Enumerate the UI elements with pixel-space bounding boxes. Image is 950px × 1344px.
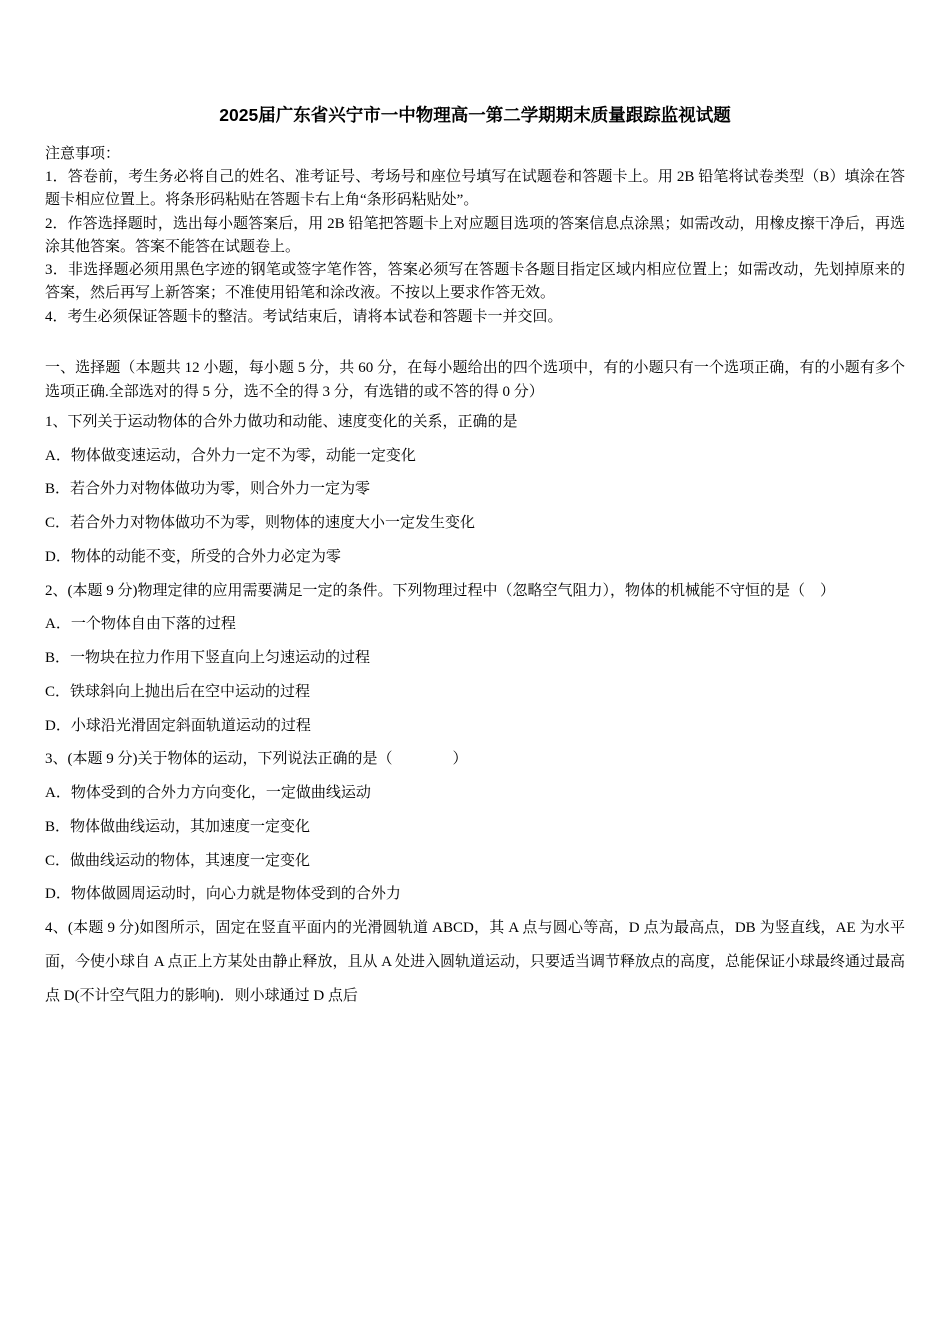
question-1	[45, 406, 905, 575]
question-2-option-c: C．铁球斜向上抛出后在空中运动的过程	[45, 683, 311, 700]
notice-header: 注意事项：	[45, 145, 121, 162]
question-2-stem: 2、(本题 9 分)物理定律的应用需要满足一定的条件。下列物理过程中（忽略空气阻力），物体的机械能不守恒的是（ ）	[45, 582, 835, 599]
notice-section	[45, 143, 905, 329]
question-1-option-c: C．若合外力对物体做功不为零，则物体的速度大小一定发生变化	[45, 515, 476, 531]
question-2	[45, 575, 905, 744]
question-3	[45, 743, 905, 912]
question-2-option-d: D．小球沿光滑固定斜面轨道运动的过程	[45, 717, 311, 734]
question-4	[45, 912, 905, 1013]
question-1-option-a: A．物体做变速运动，合外力一定不为零，动能一定变化	[45, 447, 416, 464]
question-3-option-c: C．做曲线运动的物体，其速度一定变化	[45, 852, 311, 869]
question-1-option-d: D．物体的动能不变，所受的合外力必定为零	[45, 548, 341, 565]
question-1-option-b: B．若合外力对物体做功为零，则合外力一定为零	[45, 481, 371, 498]
question-1-stem: 1、下列关于运动物体的合外力做功和动能、速度变化的关系，正确的是	[45, 413, 518, 430]
question-3-option-a: A．物体受到的合外力方向变化，一定做曲线运动	[45, 785, 371, 801]
notice-item-4: 4．考生必须保证答题卡的整洁。考试结束后，请将本试卷和答题卡一并交回。	[45, 308, 563, 325]
notice-item-3: 3．非选择题必须用黑色字迹的钢笔或签字笔作答，答案必须写在答题卡各题目指定区域内相应位置上；如需改动，先划掉原来的答案，然后再写上新答案；不准使用铅笔和涂改液。不按以上要求作答无效。	[45, 262, 905, 302]
question-list	[45, 406, 905, 1014]
question-3-option-b: B．物体做曲线运动，其加速度一定变化	[45, 818, 311, 835]
question-2-option-a: A．一个物体自由下落的过程	[45, 616, 236, 633]
question-3-option-d: D．物体做圆周运动时，向心力就是物体受到的合外力	[45, 886, 401, 903]
notice-item-2: 2．作答选择题时，选出每小题答案后，用 2B 铅笔把答题卡上对应题目选项的答案信息点涂黑；如需改动，用橡皮擦干净后，再选涂其他答案。答案不能答在试题卷上。	[45, 215, 905, 255]
notice-item-1: 1．答卷前，考生务必将自己的姓名、准考证号、考场号和座位号填写在试题卷和答题卡上。用 2B 铅笔将试卷类型（B）填涂在答题卡相应位置上。将条形码粘贴在答题卡右上角“条形码粘贴处”。	[45, 169, 905, 209]
question-3-stem: 3、(本题 9 分)关于物体的运动，下列说法正确的是（ ）	[45, 751, 468, 768]
question-4-stem: 4、(本题 9 分)如图所示，固定在竖直平面内的光滑圆轨道 ABCD，其 A 点与圆心等高，D 点为最高点，DB 为竖直线，AE 为水平面，今使小球自 A 点正上方某处由静止释放，且从 A 处进入圆轨道运动，只要适当调节释放点的高度，总能保证小球最终通过最高点 D(不计空气阻力的影响)．则小球通过 D 点后	[45, 920, 906, 1004]
page-title: 2025届广东省兴宁市一中物理高一第二学期期末质量跟踪监视试题	[219, 105, 731, 125]
section-header: 一、选择题（本题共 12 小题，每小题 5 分，共 60 分，在每小题给出的四个选项中，有的小题只有一个选项正确，有的小题有多个选项正确.全部选对的得 5 分，选不全的得 3 分，有选错的或不答的得 0 分）	[45, 359, 905, 400]
question-2-option-b: B．一物块在拉力作用下竖直向上匀速运动的过程	[45, 650, 371, 666]
